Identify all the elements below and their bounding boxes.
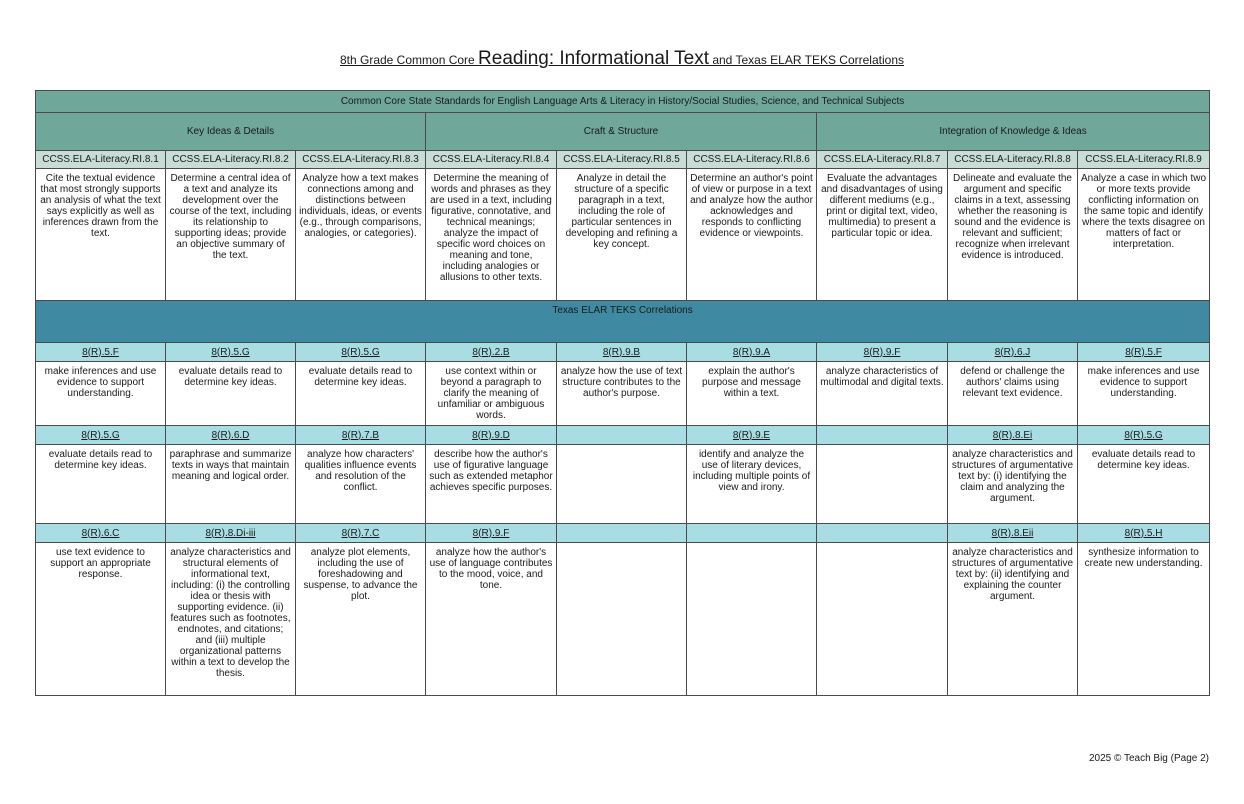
teks-description-cell: synthesize information to create new understanding. [1078,543,1210,696]
teks-code-cell [687,524,817,543]
teks-code-cell: 8(R).5.G [1078,426,1210,445]
teks-code-cell: 8(R).9.E [687,426,817,445]
ccss-description-cell: Evaluate the advantages and disadvantages of using different mediums (e.g., print or digital text, video, multimedia) to present a particular topic or idea. [817,169,948,301]
teks-header: Texas ELAR TEKS Correlations [36,301,1210,343]
title-main: Reading: Informational Text [478,48,709,69]
teks-description-cell: use context within or beyond a paragraph to clarify the meaning of unfamiliar or ambiguous words. [426,362,557,426]
teks-description-cell: make inferences and use evidence to support understanding. [36,362,166,426]
teks-description-cell: evaluate details read to determine key ideas. [1078,445,1210,524]
group-integration: Integration of Knowledge & Ideas [817,113,1210,151]
teks-description-cell: describe how the author's use of figurative language such as extended metaphor achieves specific purposes. [426,445,557,524]
ccss-header: Common Core State Standards for English Language Arts & Literacy in History/Social Studies, Science, and Technical Subjects [36,91,1210,113]
group-key-ideas: Key Ideas & Details [36,113,426,151]
teks-description-cell: evaluate details read to determine key ideas. [296,362,426,426]
teks-code-cell: 8(R).5.F [1078,343,1210,362]
ccss-code-cell: CCSS.ELA-Literacy.RI.8.6 [687,151,817,169]
teks-description-cell [817,445,948,524]
teks-code-cell [557,524,687,543]
teks-code-cell: 8(R).5.G [36,426,166,445]
teks-description-cell: analyze how the author's use of language contributes to the mood, voice, and tone. [426,543,557,696]
ccss-code-cell: CCSS.ELA-Literacy.RI.8.7 [817,151,948,169]
teks-code-cell [557,426,687,445]
ccss-code-cell: CCSS.ELA-Literacy.RI.8.5 [557,151,687,169]
teks-code-cell: 8(R).2.B [426,343,557,362]
teks-code-cell [817,524,948,543]
teks-description-cell: analyze plot elements, including the use of foreshadowing and suspense, to advance the plot. [296,543,426,696]
title-prefix: 8th Grade Common Core [339,53,479,67]
teks-code-cell: 8(R).8.Ei [948,426,1078,445]
teks-code-cell: 8(R).8.Di-iii [166,524,296,543]
teks-code-cell: 8(R).7.B [296,426,426,445]
teks-code-cell [817,426,948,445]
teks-description-cell: analyze characteristics and structures of argumentative text by: (i) identifying the claim and analyzing the argument. [948,445,1078,524]
teks-code-cell: 8(R).6.C [36,524,166,543]
teks-description-cell: analyze characteristics and structural elements of informational text, including: (i) the controlling idea or thesis with supporting evidence. (ii) features such as footnotes, endnotes, and citations; and (iii) multiple organizational patterns within a text to develop the thesis. [166,543,296,696]
ccss-code-cell: CCSS.ELA-Literacy.RI.8.9 [1078,151,1210,169]
page-footer: 2025 © Teach Big (Page 2) [1088,753,1209,764]
teks-code-cell: 8(R).6.J [948,343,1078,362]
teks-code-cell: 8(R).7.C [296,524,426,543]
ccss-code-cell: CCSS.ELA-Literacy.RI.8.2 [166,151,296,169]
ccss-code-cell: CCSS.ELA-Literacy.RI.8.1 [36,151,166,169]
teks-code-cell: 8(R).9.B [557,343,687,362]
ccss-description-cell: Determine an author's point of view or purpose in a text and analyze how the author acknowledges and responds to conflicting evidence or viewpoints. [687,169,817,301]
teks-code-cell: 8(R).9.D [426,426,557,445]
teks-code-cell: 8(R).9.F [426,524,557,543]
ccss-description-cell: Analyze a case in which two or more texts provide conflicting information on the same topic and identify where the texts disagree on matters of fact or interpretation. [1078,169,1210,301]
teks-description-cell: identify and analyze the use of literary devices, including multiple points of view and irony. [687,445,817,524]
teks-description-cell: use text evidence to support an appropriate response. [36,543,166,696]
correlation-table [35,90,1210,696]
teks-code-cell: 8(R).9.F [817,343,948,362]
page-title [0,48,1244,70]
ccss-description-cell: Analyze how a text makes connections among and distinctions between individuals, ideas, or events (e.g., through comparisons, analogies, or categories). [296,169,426,301]
teks-description-cell: analyze characteristics of multimodal and digital texts. [817,362,948,426]
teks-description-cell [687,543,817,696]
teks-description-cell: evaluate details read to determine key ideas. [166,362,296,426]
teks-code-cell: 8(R).5.F [36,343,166,362]
ccss-description-cell: Cite the textual evidence that most strongly supports an analysis of what the text says explicitly as well as inferences drawn from the text. [36,169,166,301]
teks-description-cell: analyze how the use of text structure contributes to the author's purpose. [557,362,687,426]
teks-description-cell: analyze how characters' qualities influence events and resolution of the conflict. [296,445,426,524]
title-suffix: and Texas ELAR TEKS Correlations [709,53,904,67]
teks-code-cell: 8(R).5.H [1078,524,1210,543]
teks-description-cell [557,543,687,696]
teks-code-cell: 8(R).8.Eii [948,524,1078,543]
teks-code-cell: 8(R).5.G [296,343,426,362]
teks-description-cell: paraphrase and summarize texts in ways that maintain meaning and logical order. [166,445,296,524]
teks-description-cell: evaluate details read to determine key ideas. [36,445,166,524]
teks-description-cell: defend or challenge the authors' claims using relevant text evidence. [948,362,1078,426]
teks-code-cell: 8(R).9.A [687,343,817,362]
teks-description-cell [557,445,687,524]
teks-description-cell: make inferences and use evidence to support understanding. [1078,362,1210,426]
teks-code-cell: 8(R).6.D [166,426,296,445]
ccss-description-cell: Delineate and evaluate the argument and specific claims in a text, assessing whether the reasoning is sound and the evidence is relevant and sufficient; recognize when irrelevant evidence is introduced. [948,169,1078,301]
teks-code-cell: 8(R).5.G [166,343,296,362]
teks-description-cell: analyze characteristics and structures of argumentative text by: (ii) identifying and explaining the counter argument. [948,543,1078,696]
ccss-description-cell: Determine a central idea of a text and analyze its development over the course of the text, including its relationship to supporting ideas; provide an objective summary of the text. [166,169,296,301]
ccss-code-cell: CCSS.ELA-Literacy.RI.8.4 [426,151,557,169]
teks-description-cell [817,543,948,696]
ccss-description-cell: Analyze in detail the structure of a specific paragraph in a text, including the role of particular sentences in developing and refining a key concept. [557,169,687,301]
teks-description-cell: explain the author's purpose and message within a text. [687,362,817,426]
ccss-code-cell: CCSS.ELA-Literacy.RI.8.8 [948,151,1078,169]
group-craft-structure: Craft & Structure [426,113,817,151]
ccss-code-cell: CCSS.ELA-Literacy.RI.8.3 [296,151,426,169]
ccss-description-cell: Determine the meaning of words and phrases as they are used in a text, including figurative, connotative, and technical meanings; analyze the impact of specific word choices on meaning and tone, including analogies or allusions to other texts. [426,169,557,301]
